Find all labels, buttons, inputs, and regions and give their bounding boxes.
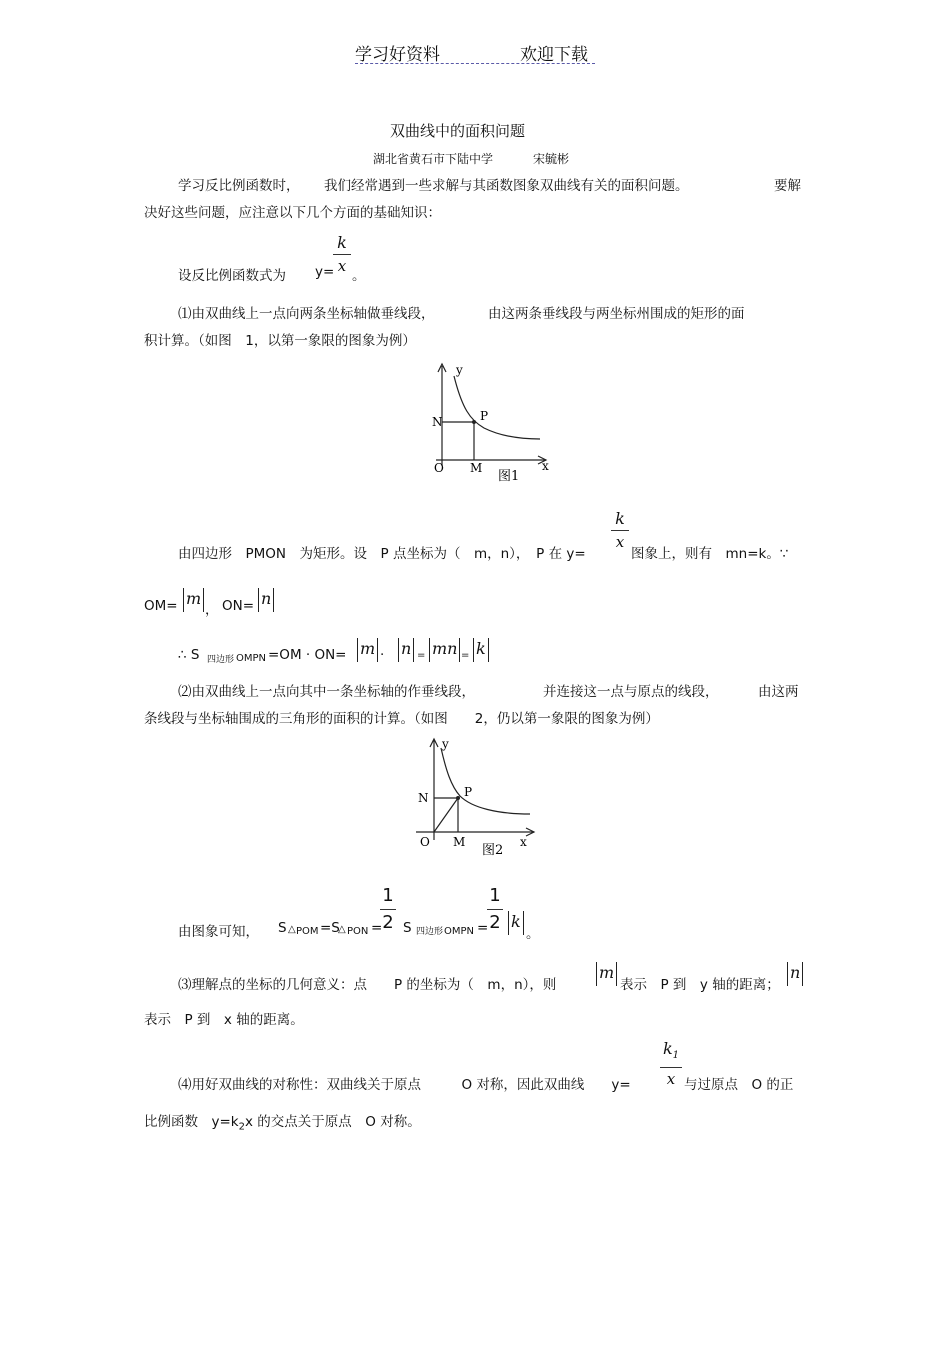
tri-s1: S [278,920,287,936]
item3-text-b: 表示 P 到 y 轴的距离； [620,977,780,993]
item4-fraction [660,1040,682,1088]
tri-sub-1: POM [296,926,319,937]
header-right: 欢迎下载 [520,45,588,65]
abs-k: k [473,638,489,662]
fig2-point-p [456,796,460,800]
tri-fraction-half-2 [487,886,503,933]
tri-eq-2: = [371,920,383,936]
fig1-label-y: y [456,363,463,377]
fraction-numerator [660,1040,682,1065]
rect-dot: · [380,647,385,663]
setup-fraction [333,234,351,275]
tri-sub-3: OMPN [444,926,475,937]
subtitle-author: 宋毓彬 [533,152,570,166]
rect-comma: ， [205,602,219,618]
header-divider [355,63,595,64]
fig1-label-p: P [480,409,489,423]
fig1-label-m: M [470,461,483,475]
tri-text-pre: 由图象可知， [178,924,259,940]
tri-sub-2: PON [347,926,369,937]
intro-text-1c: 要解 [774,178,801,194]
item4-text-b: 与过原点 O 的正 [684,1077,794,1093]
header-left: 学习好资料 [355,45,440,65]
tri-sub-3-small: 四边形 [416,927,444,937]
item3-text-2: 表示 P 到 x 轴的距离。 [144,1012,304,1028]
abs-m-2: m [357,638,378,662]
rect-area-sub-small: 四边形 [207,655,235,665]
fraction-bar [487,909,503,910]
abs-m: m [183,588,204,612]
rect-om-label: OM= [144,598,178,614]
item1-text-1b: 由这两条垂线段与两坐标州围成的矩形的面 [488,306,745,322]
intro-text-1a: 学习反比例函数时， [178,178,300,194]
abs-n-item3: n [787,962,803,986]
fraction-denominator: x [615,533,625,551]
rect-eq-2: = [461,650,470,661]
rect-area-sub: OMPN [236,653,267,664]
item1-text-1a: ⑴由双曲线上一点向两条坐标轴做垂线段， [178,306,435,322]
setup-y: y= [315,264,335,280]
tri-end: 。 [526,926,540,942]
fraction-numerator: k [337,233,347,252]
intro-text-1b: 我们经常遇到一些求解与其函数图象双曲线有关的面积问题。 [324,178,689,194]
item2-text-1c: 由这两 [758,684,799,700]
item4-text-2b: x 的交点关于原点 O 对称。 [245,1114,421,1130]
item4-sub-2: 2 [238,1121,245,1133]
item4-text-a: ⑷用好双曲线的对称性：双曲线关于原点 O 对称，因此双曲线 y= [178,1077,631,1093]
fraction-denominator: 2 [382,912,394,933]
fig2-label-y: y [442,737,449,751]
tri-triangle-1: △ [288,924,296,935]
fig2-label-x: x [520,835,527,849]
abs-mn: mn [429,638,460,662]
fraction-bar [333,254,351,255]
numerator-sub: 1 [672,1050,680,1062]
fraction-numerator: 1 [382,885,394,906]
tri-fraction-half-1 [380,886,396,933]
item3-text-a: ⑶理解点的坐标的几何意义：点 P 的坐标为（ m，n），则 [178,977,557,993]
fig1-caption: 图1 [498,469,520,484]
figure-1 [420,358,560,488]
fig1-label-n: N [432,415,443,429]
fig2-label-m: M [453,835,466,849]
fig2-op-segment [434,798,458,832]
item2-text-1a: ⑵由双曲线上一点向其中一条坐标轴的作垂线段， [178,684,475,700]
figure-2 [408,734,543,862]
fraction-denominator: 2 [489,912,501,933]
fraction-bar [611,530,629,531]
fig1-hyperbola [454,376,540,439]
fraction-bar [380,909,396,910]
rect-eq-1: = [417,650,426,661]
fraction-denominator: x [666,1070,676,1089]
numerator-k: k [662,1039,673,1058]
subtitle-school: 湖北省黄石市下陆中学 [373,152,494,166]
item2-text-1b: 并连接这一点与原点的线段， [543,684,719,700]
fig2-caption: 图2 [482,843,504,858]
fraction-numerator: k [615,509,625,528]
intro-text-2: 决好这些问题，应注意以下几个方面的基础知识： [144,205,441,221]
item4-text-2a [144,1110,421,1133]
tri-eq-3: = [477,920,489,936]
fig1-label-x: x [542,459,549,473]
item4-text-2a-main: 比例函数 y=k [144,1114,239,1130]
item2-text-2: 条线段与坐标轴围成的三角形的面积的计算。（如图 2，仍以第一象限的图象为例） [144,711,659,727]
rect-fraction [611,510,629,551]
abs-m-item3: m [596,962,617,986]
fig2-label-o: O [420,835,430,849]
setup-end: 。 [352,268,366,284]
fraction-bar [660,1067,682,1068]
setup-text: 设反比例函数式为 [178,268,286,284]
tri-s3: S [403,920,412,936]
abs-k-tri: k [508,911,524,935]
fraction-denominator: x [337,257,347,275]
rect-text-a: 由四边形 PMON 为矩形。设 P 点坐标为（ m，n）， P 在 y= [178,546,586,562]
abs-n-2: n [398,638,414,662]
fig2-label-p: P [464,785,473,799]
rect-text-b: 图象上，则有 mn=k。∵ [631,546,789,562]
page-title: 双曲线中的面积问题 [390,122,526,140]
fig1-point-p [472,420,476,424]
abs-n: n [258,588,274,612]
tri-eq-1: =S [320,920,340,936]
item1-text-2: 积计算。（如图 1，以第一象限的图象为例） [144,333,416,349]
fig2-label-n: N [418,791,429,805]
tri-triangle-2: △ [338,924,346,935]
rect-on-label: ON= [222,598,255,614]
rect-area-eq: =OM · ON= [268,647,347,663]
fraction-numerator: 1 [489,885,501,906]
rect-area-pre: ∴ S [178,647,200,663]
fig1-label-o: O [434,461,444,475]
